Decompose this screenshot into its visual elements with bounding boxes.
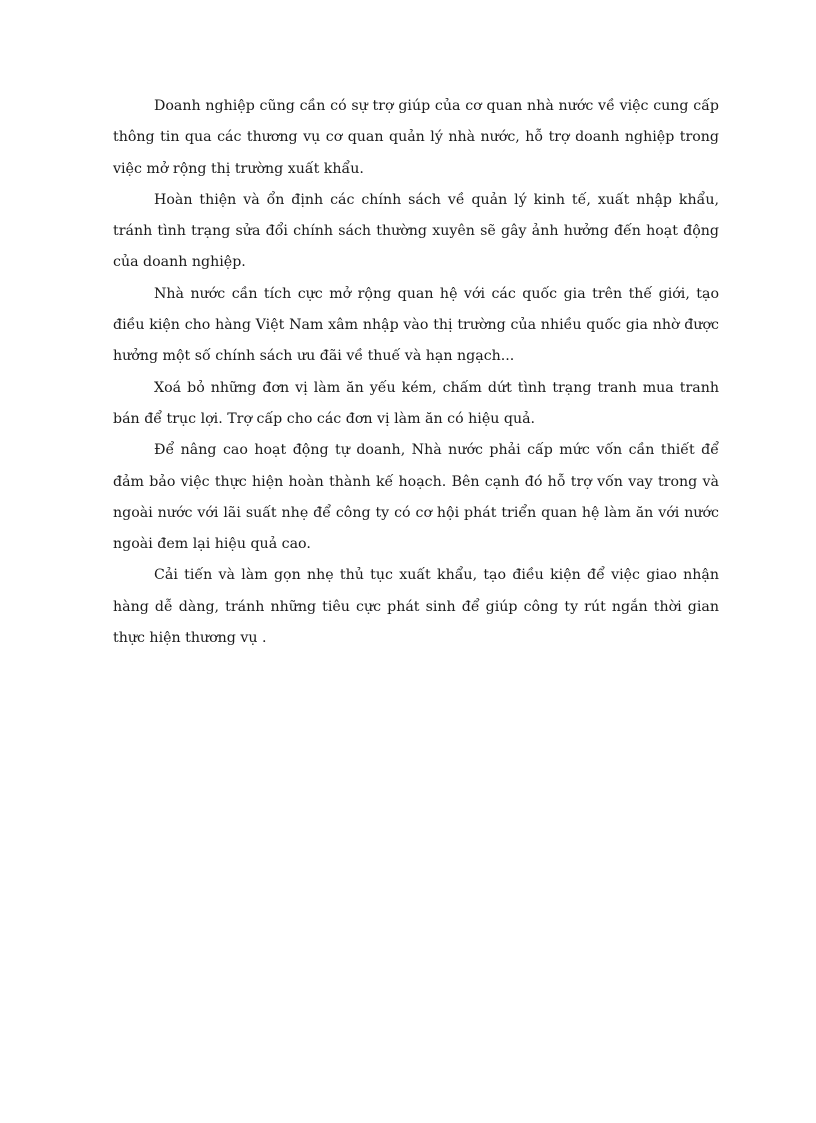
paragraph-remove-weak-units: Xoá bỏ những đơn vị làm ăn yếu kém, chấm dứt tình trạng tranh mua tranh bán để trục lợi. Trợ cấp cho các đơn vị làm ăn có hiệu quả.: [113, 379, 719, 427]
document-body: [113, 91, 719, 654]
paragraph-foreign-relations: Nhà nước cần tích cực mở rộng quan hệ với các quốc gia trên thế giới, tạo điều kiện cho hàng Việt Nam xâm nhập vào thị trường của nhiều quốc gia nhờ được hưởng một số chính sách ưu đãi về thuế và hạn ngạch...: [113, 285, 719, 365]
paragraph-capital-support: Để nâng cao hoạt động tự doanh, Nhà nước phải cấp mức vốn cần thiết để đảm bảo việc thực hiện hoàn thành kế hoạch. Bên cạnh đó hỗ trợ vốn vay trong và ngoài nước với lãi suất nhẹ để công ty có cơ hội phát triển quan hệ làm ăn với nước ngoài đem lại hiệu quả cao.: [113, 442, 719, 553]
paragraph-state-support: Doanh nghiệp cũng cần có sự trợ giúp của cơ quan nhà nước về việc cung cấp thông tin qua các thương vụ cơ quan quản lý nhà nước, hỗ trợ doanh nghiệp trong việc mở rộng thị trường xuất khẩu.: [113, 98, 719, 177]
paragraph-export-procedures: Cải tiến và làm gọn nhẹ thủ tục xuất khẩu, tạo điều kiện để việc giao nhận hàng dễ dàng, tránh những tiêu cực phát sinh để giúp công ty rút ngắn thời gian thực hiện thương vụ .: [113, 567, 719, 647]
paragraph-policy-stability: Hoàn thiện và ổn định các chính sách về quản lý kinh tế, xuất nhập khẩu, tránh tình trạng sửa đổi chính sách thường xuyên sẽ gây ảnh hưởng đến hoạt động của doanh nghiệp.: [113, 191, 719, 271]
